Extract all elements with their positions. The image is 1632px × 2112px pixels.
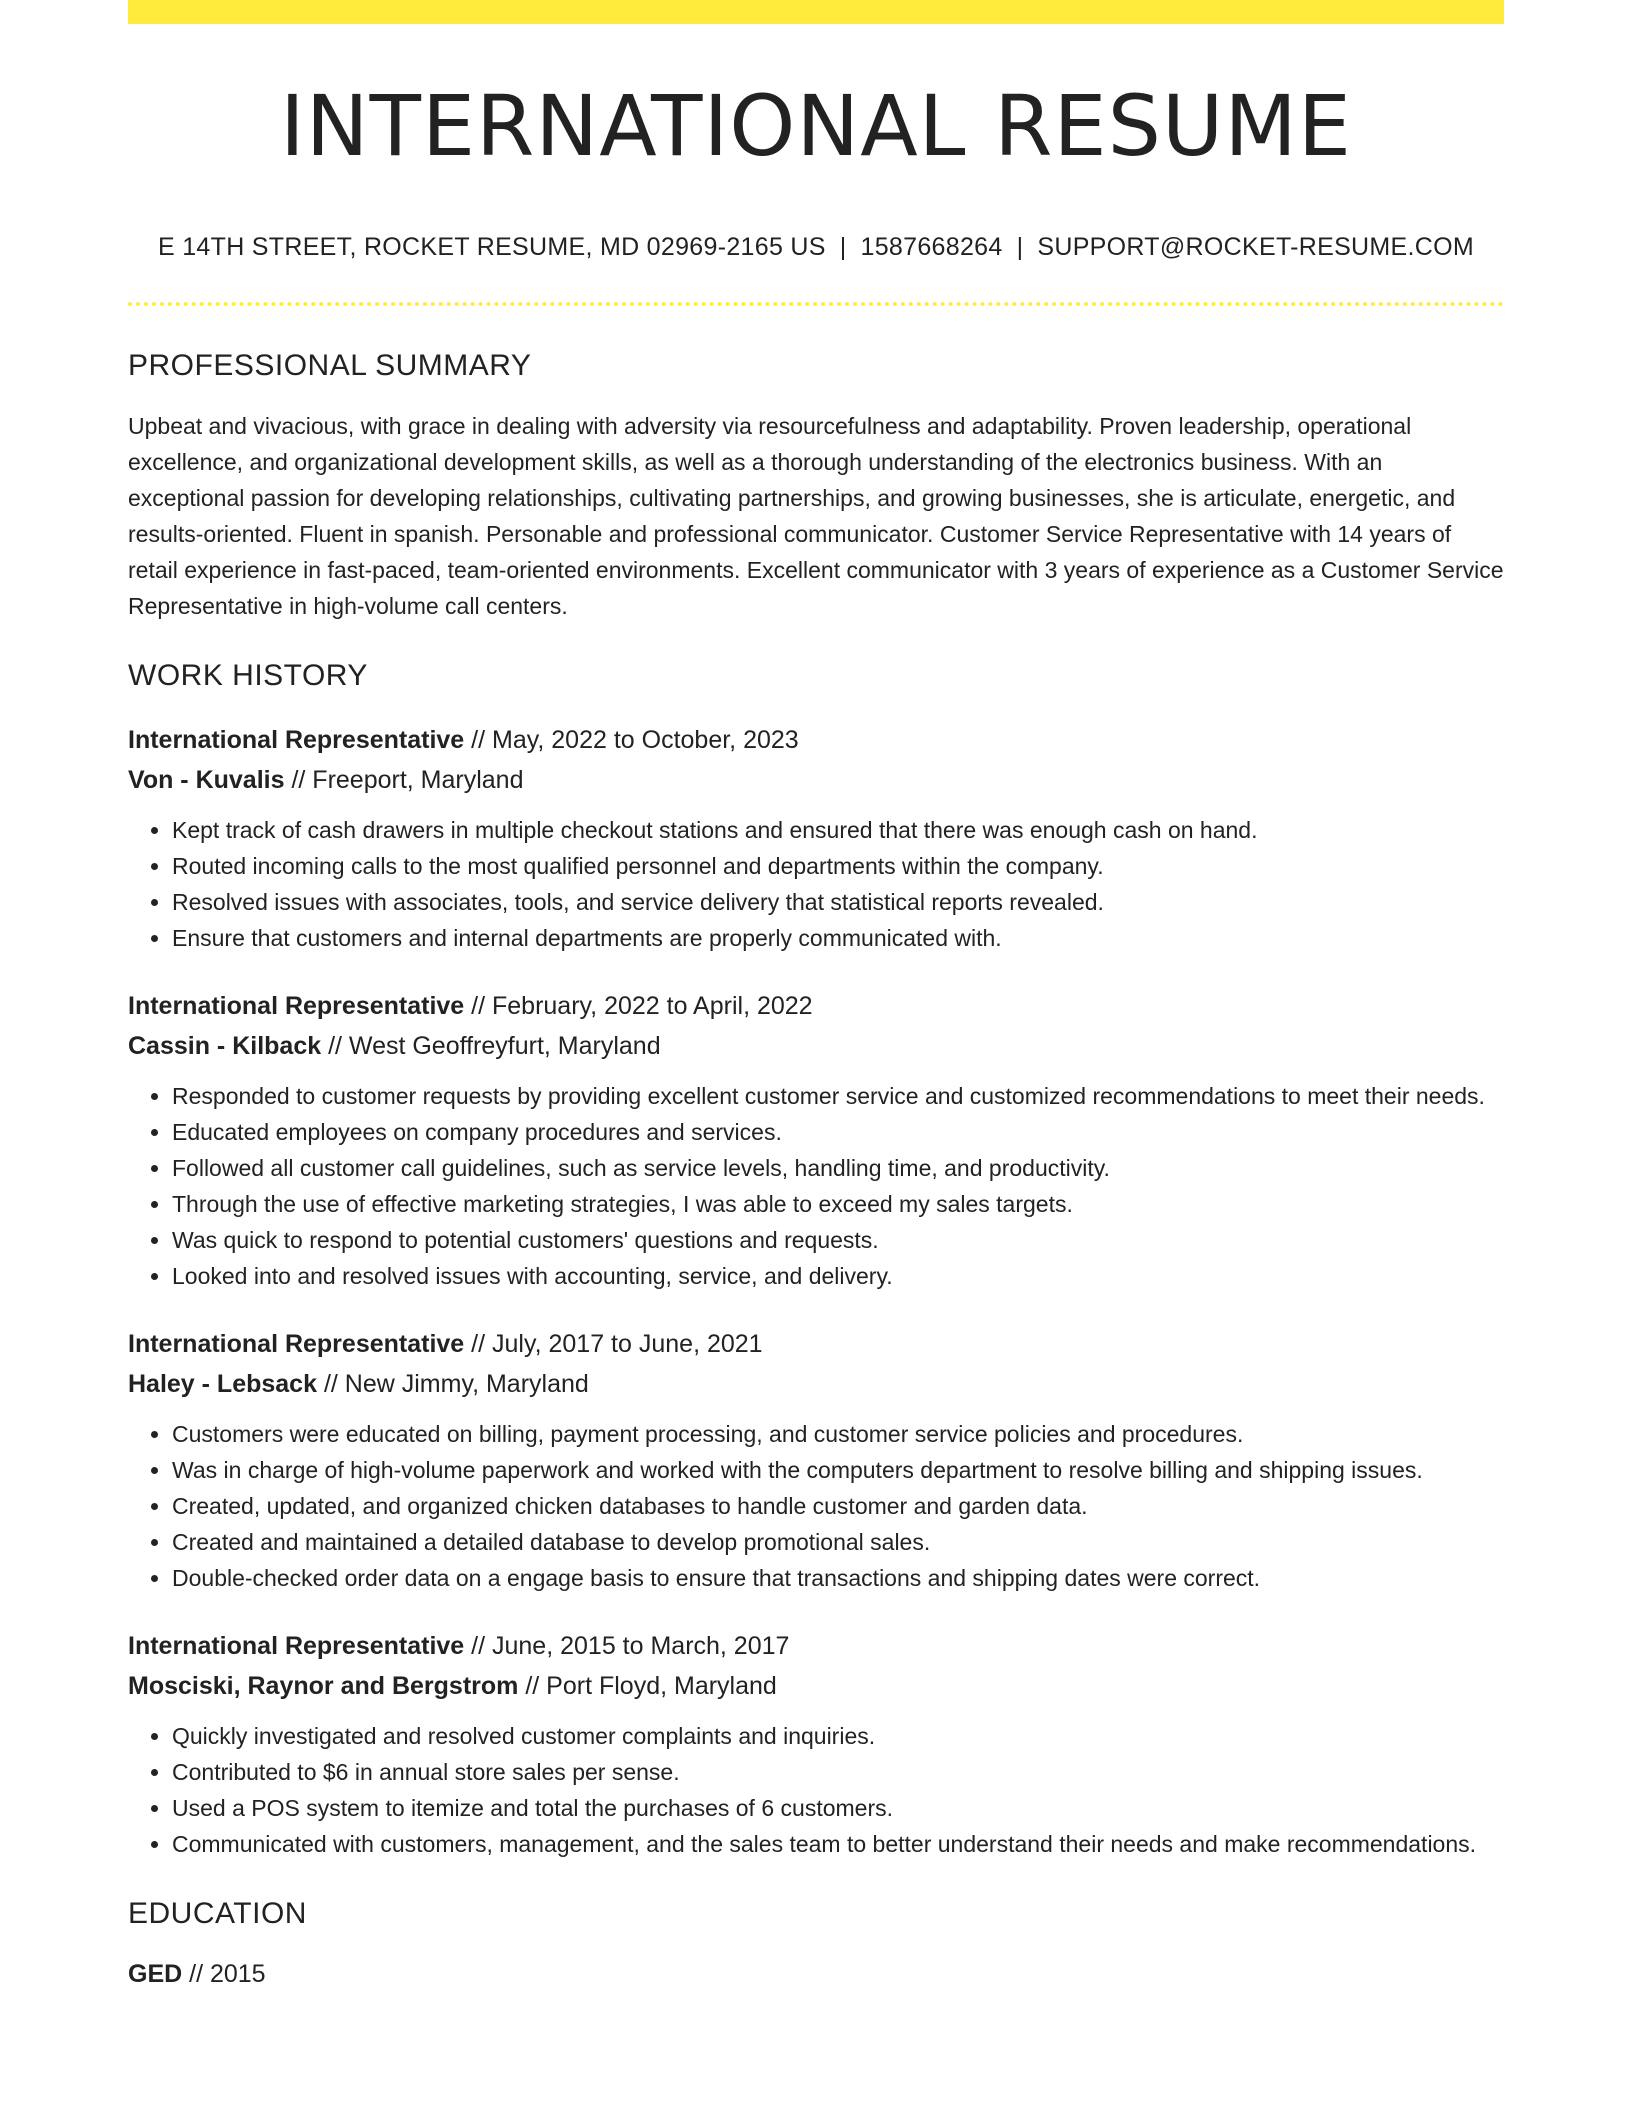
job-duties-list [128, 812, 1504, 956]
job-duty-item: • Followed all customer call guidelines, such as service levels, handling time, and productivity. [172, 1150, 1504, 1186]
job-location: // Port Floyd, Maryland [518, 1672, 777, 1701]
education-heading: EDUCATION [128, 1897, 307, 1931]
job-company-line [128, 1026, 1504, 1066]
job-title-line [128, 986, 1504, 1026]
job-duty-item: • Quickly investigated and resolved customer complaints and inquiries. [172, 1718, 1504, 1754]
job-location: // New Jimmy, Maryland [317, 1370, 589, 1399]
work-history-heading: WORK HISTORY [128, 659, 368, 693]
job-title: International Representative [128, 992, 465, 1021]
dotted-divider [128, 302, 1504, 306]
job-dates: // May, 2022 to October, 2023 [464, 726, 799, 755]
contact-phone: 1587668264 [860, 233, 1003, 262]
education-year: // 2015 [182, 1960, 266, 1989]
summary-heading: PROFESSIONAL SUMMARY [128, 349, 532, 383]
job-company: Von - Kuvalis [128, 766, 285, 795]
job-duty-item: • Kept track of cash drawers in multiple checkout stations and ensured that there was enough cash on hand. [172, 812, 1504, 848]
job-duty-item: • Created and maintained a detailed database to develop promotional sales. [172, 1524, 1504, 1560]
summary-text: Upbeat and vivacious, with grace in dealing with adversity via resourcefulness and adaptability. Proven leadership, operational excellence, and organizational development skills, as well as a thorough understanding of the electronics business. With an exceptional passion for developing relationships, cultivating partnerships, and growing businesses, she is articulate, energetic, and results-oriented. Fluent in spanish. Personable and professional communicator. Customer Service Representative with 14 years of retail experience in fast-paced, team-oriented environments. Excellent communicator with 3 years of experience as a Customer Service Representative in high-volume call centers. [128, 413, 1504, 620]
accent-bar [128, 0, 1504, 24]
job-title-line [128, 1324, 1504, 1364]
job-title: International Representative [128, 1330, 465, 1359]
job-duties-list [128, 1718, 1504, 1862]
job-title-line [128, 720, 1504, 760]
job-duties-list [128, 1416, 1504, 1596]
job-title: International Representative [128, 726, 465, 755]
job-entry [128, 1626, 1504, 1862]
contact-separator: | [1016, 233, 1024, 262]
job-duty-item: • Resolved issues with associates, tools, and service delivery that statistical reports revealed. [172, 884, 1504, 920]
job-company-line [128, 1364, 1504, 1404]
job-duty-item: • Educated employees on company procedures and services. [172, 1114, 1504, 1150]
job-duty-item: • Through the use of effective marketing strategies, I was able to exceed my sales targets. [172, 1186, 1504, 1222]
job-duty-item: • Used a POS system to itemize and total the purchases of 6 customers. [172, 1790, 1504, 1826]
job-company: Mosciski, Raynor and Bergstrom [128, 1672, 519, 1701]
job-title-line [128, 1626, 1504, 1666]
resume-page [128, 0, 1504, 1994]
job-dates: // July, 2017 to June, 2021 [464, 1330, 763, 1359]
job-title: International Representative [128, 1632, 465, 1661]
education-degree: GED [128, 1960, 183, 1989]
job-location: // West Geoffreyfurt, Maryland [321, 1032, 661, 1061]
resume-title: INTERNATIONAL RESUME [280, 77, 1352, 175]
education-entry [128, 1954, 1504, 1994]
job-entry [128, 720, 1504, 956]
job-entry [128, 986, 1504, 1294]
job-duty-item: • Looked into and resolved issues with accounting, service, and delivery. [172, 1258, 1504, 1294]
job-duties-list [128, 1078, 1504, 1294]
contact-line [128, 232, 1504, 262]
job-company-line [128, 1666, 1504, 1706]
contact-separator: | [839, 233, 847, 262]
job-entry [128, 1324, 1504, 1596]
job-duty-item: • Double-checked order data on a engage basis to ensure that transactions and shipping dates were correct. [172, 1560, 1504, 1596]
job-duty-item: • Customers were educated on billing, payment processing, and customer service policies and procedures. [172, 1416, 1504, 1452]
job-duty-item: • Contributed to $6 in annual store sales per sense. [172, 1754, 1504, 1790]
job-dates: // February, 2022 to April, 2022 [464, 992, 813, 1021]
job-duty-item: • Ensure that customers and internal departments are properly communicated with. [172, 920, 1504, 956]
job-duty-item: • Routed incoming calls to the most qualified personnel and departments within the company. [172, 848, 1504, 884]
job-duty-item: • Responded to customer requests by providing excellent customer service and customized recommendations to meet their needs. [172, 1078, 1504, 1114]
contact-address: E 14TH STREET, ROCKET RESUME, MD 02969-2165 US [158, 233, 826, 262]
job-location: // Freeport, Maryland [284, 766, 524, 795]
job-dates: // June, 2015 to March, 2017 [464, 1632, 790, 1661]
job-company: Cassin - Kilback [128, 1032, 322, 1061]
job-duty-item: • Was in charge of high-volume paperwork and worked with the computers department to resolve billing and shipping issues. [172, 1452, 1504, 1488]
job-company: Haley - Lebsack [128, 1370, 317, 1399]
job-company-line [128, 760, 1504, 800]
job-duty-item: • Was quick to respond to potential customers' questions and requests. [172, 1222, 1504, 1258]
contact-email[interactable]: SUPPORT@ROCKET-RESUME.COM [1037, 233, 1474, 262]
job-duty-item: • Communicated with customers, management, and the sales team to better understand their needs and make recommendations. [172, 1826, 1504, 1862]
work-history-list [128, 720, 1504, 1862]
job-duty-item: • Created, updated, and organized chicken databases to handle customer and garden data. [172, 1488, 1504, 1524]
